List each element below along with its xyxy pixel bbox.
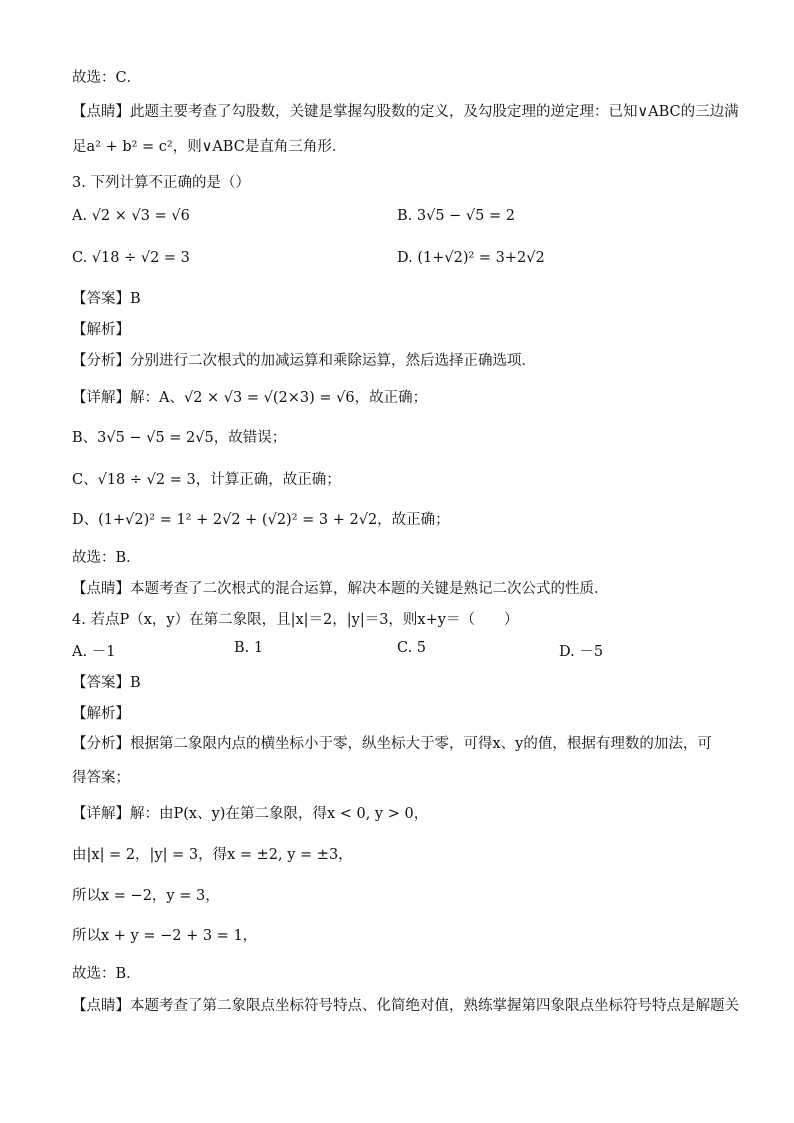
- analysis-heading-4: 【解析】: [72, 706, 130, 722]
- answer-3: 【答案】B: [72, 291, 141, 307]
- answer-choice-3: 故选：B．: [72, 550, 141, 566]
- detail-3a: 【详解】解：A、√2 × √3 = √(2×3) = √6，故正确；: [72, 390, 428, 406]
- comment-3: 【点睛】本题考查了二次根式的混合运算，解决本题的关键是熟记二次公式的性质．: [72, 581, 609, 597]
- step-4-2: 所以x = −2，y = 3，: [72, 888, 220, 904]
- option-3c: C. √18 ÷ √2 = 3: [72, 250, 190, 266]
- comment-prev-line2: 足a² + b² = c²，则∨ABC是直角三角形．: [72, 139, 347, 155]
- option-4a: A. －1: [72, 644, 116, 660]
- option-3d: D. (1+√2)² = 3+2√2: [397, 250, 545, 266]
- analysis-heading-3: 【解析】: [72, 322, 130, 338]
- comment-4: 【点睛】本题考查了第二象限点坐标符号特点、化简绝对值，熟练掌握第四象限点坐标符号特点是解题关: [72, 998, 739, 1014]
- option-4c: C. 5: [397, 640, 427, 656]
- detail-3d: D、(1+√2)² = 1² + 2√2 + (√2)² = 3 + 2√2，故正确；: [72, 512, 450, 528]
- question-4: 4. 若点P（x，y）在第二象限，且|x|＝2，|y|＝3，则x+y＝（ ）: [72, 612, 519, 628]
- option-4d: D. －5: [559, 644, 604, 660]
- analysis-3: 【分析】分别进行二次根式的加减运算和乘除运算，然后选择正确选项．: [72, 353, 536, 369]
- detail-3c: C、√18 ÷ √2 = 3，计算正确，故正确；: [72, 472, 341, 488]
- answer-choice-4: 故选：B．: [72, 966, 141, 982]
- analysis-4: 【分析】根据第二象限内点的横坐标小于零，纵坐标大于零，可得x、y的值，根据有理数的加法，可得答案；: [72, 736, 712, 786]
- detail-3b: B、3√5 − √5 = 2√5，故错误；: [72, 430, 287, 446]
- option-3b: B. 3√5 − √5 = 2: [397, 208, 515, 224]
- step-4-1: 由|x| = 2，|y| = 3，得x = ±2, y = ±3，: [72, 847, 353, 863]
- answer-4: 【答案】B: [72, 675, 141, 691]
- answer-choice-prev: 故选：C．: [72, 70, 142, 86]
- option-3a: A. √2 × √3 = √6: [72, 208, 190, 224]
- step-4-3: 所以x + y = −2 + 3 = 1，: [72, 928, 258, 944]
- detail-4: 【详解】解：由P(x、y)在第二象限，得x < 0, y > 0，: [72, 806, 429, 822]
- question-3: 3. 下列计算不正确的是（）: [72, 175, 250, 191]
- option-4b: B. 1: [234, 640, 264, 656]
- comment-prev-line1: 【点睛】此题主要考查了勾股数，关键是掌握勾股数的定义，及勾股定理的逆定理：已知∨ABC的三边满: [72, 104, 739, 120]
